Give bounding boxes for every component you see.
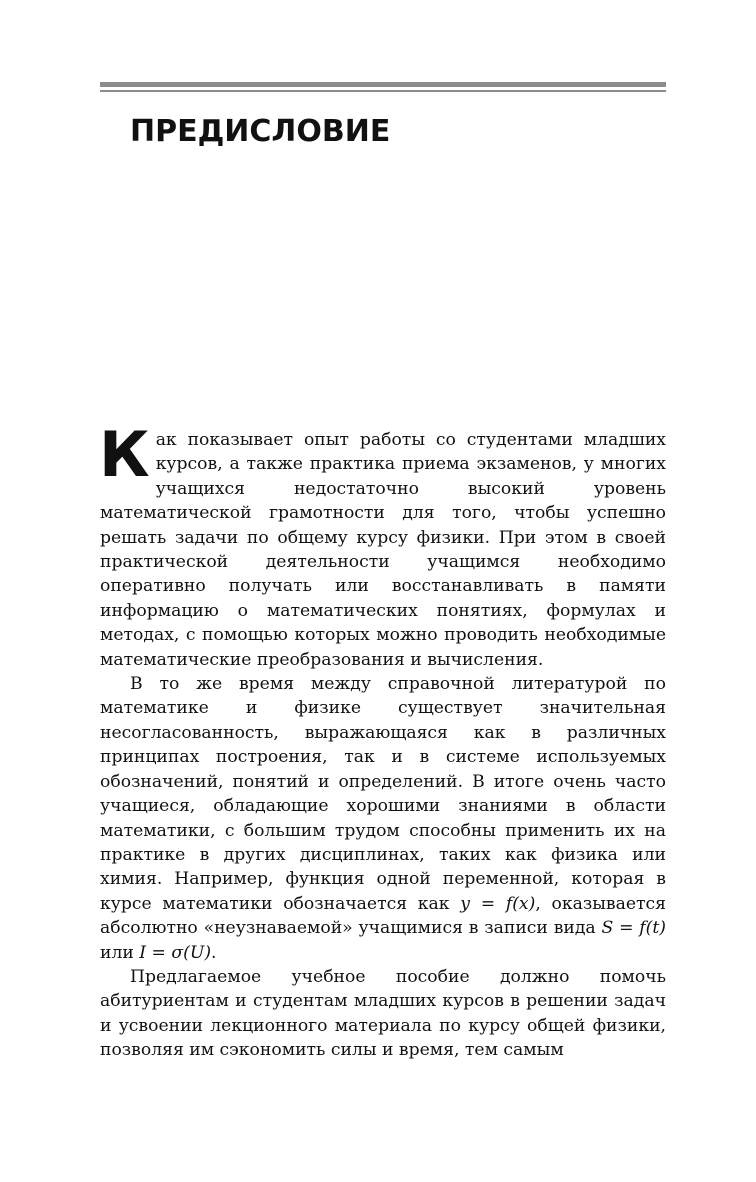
body-text <box>99 418 666 1063</box>
formula-i-sigma-u: I = σ(U) <box>139 942 212 963</box>
paragraph-2-text-c: или <box>100 942 140 963</box>
paragraph-3-text: Предлагаемое учебное пособие должно помочь абитуриентам и студентам младших курсов в решении задач и усвоении лекционного материала по курсу общей физики, позволяя им сэкономить силы и время, тем самым <box>100 966 666 1061</box>
paragraph-2 <box>100 672 666 965</box>
header-rule-thick <box>100 82 666 87</box>
paragraph-2-text-b: , оказывается абсолютно «неузнаваемой» учащимися в записи вида <box>100 893 666 939</box>
paragraph-1 <box>99 418 666 672</box>
drop-cap: К <box>99 418 150 491</box>
paragraph-2-text-a: В то же время между справочной литературой по математике и физике существует значительная несогласованность, выражающаяся как в различных принципах построения, так и в системе используемых обозначений, понятий и определений. В итоге очень часто учащиеся, обладающие хорошими знаниями в области математики, с большим трудом способны применить их на практике в других дисциплинах, таких как физика или химия. Например, функция одной переменной, которая в курсе математики обозначается как <box>100 674 666 914</box>
paragraph-3 <box>100 965 666 1063</box>
paragraph-1-text: ак показывает опыт работы со студентами младших курсов, а также практика приема экзаменов, у многих учащихся недостаточно высокий уровень математической грамотности для того, чтобы успешно решать задачи по общему курсу физики. При этом в своей практической деятельности учащимся необходимо оперативно получать или восстанавливать в памяти информацию о математических понятиях, формулах и методах, с помощью которых можно проводить необходимые математические преобразования и вычисления. <box>100 430 666 670</box>
header-rule-thin <box>100 90 666 92</box>
chapter-heading: ПРЕДИСЛОВИЕ <box>130 114 391 149</box>
formula-y-f-x: y = f(x) <box>460 893 536 914</box>
paragraph-2-text-d: . <box>211 942 217 963</box>
formula-s-f-t: S = f(t) <box>601 918 666 939</box>
